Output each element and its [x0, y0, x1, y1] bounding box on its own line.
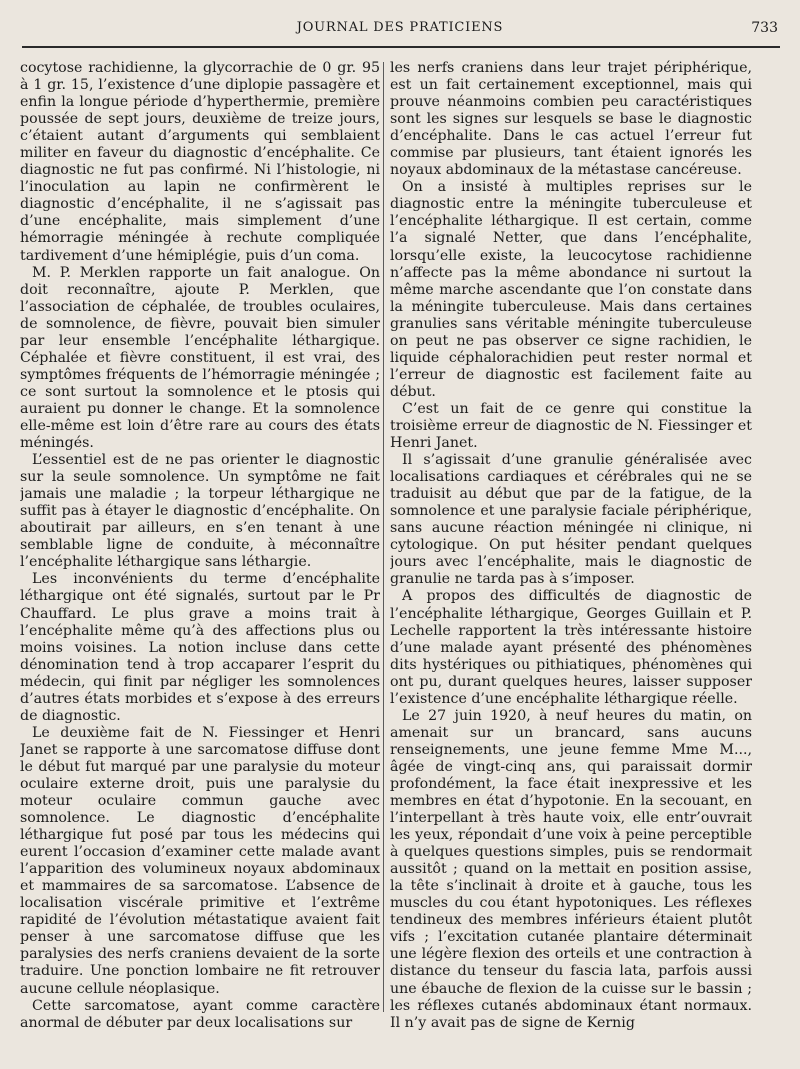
paragraph: A propos des difficultés de diagnostic de l’encéphalite léthargique, Georges Guillain et P. Lechelle rapportent la très intéressante histoire d’une malade ayant présenté des phénomènes dits hystériques ou pithiatiques, phénomènes qui ont pu, durant quelques heures, laisser supposer l’existence d’une encéphalite léthargique réelle.	[390, 588, 752, 707]
paragraph: Il s’agissait d’une granulie généralisée avec localisations cardiaques et cérébrales qui ne se traduisit au début que par de la fatigue, de la somnolence et une paralysie faciale périphérique, sans aucune réaction méningée ni clinique, ni cytologique. On put hésiter pendant quelques jours avec l’encéphalite, mais le diagnostic de granulie ne tarda pas à s’imposer.	[390, 452, 752, 588]
paragraph: On a insisté à multiples reprises sur le diagnostic entre la méningite tuberculeuse et l’encéphalite léthargique. Il est certain, comme l’a signalé Netter, que dans l’encéphalite, lorsqu’elle existe, la leucocytose rachidienne n’affecte pas la même abondance ni surtout la même marche ascendante que l’on constate dans la méningite tuberculeuse. Mais dans certaines granulies sans véritable méningite tuberculeuse on peut ne pas observer ce signe rachidien, le liquide céphalorachidien peut rester normal et l’erreur de diagnostic est facilement faite au début.	[390, 179, 752, 400]
column-divider	[383, 62, 384, 1012]
paragraph: Cette sarcomatose, ayant comme caractère anormal de débuter par deux localisations sur	[20, 997, 380, 1031]
paragraph: cocytose rachidienne, la glycorrachie de 0 gr. 95 à 1 gr. 15, l’existence d’une diplopie passagère et enfin la longue période d’hyperthermie, première poussée de sept jours, deuxième de treize jours, c’étaient autant d’arguments qui semblaient militer en faveur du diagnostic d’encéphalite. Ce diagnostic ne fut pas confirmé. Ni l’histologie, ni l’inoculation au lapin ne confirmèrent le diagnostic d’encéphalite, il ne s’agissait pas d’une encéphalite, mais simplement d’une hémorragie méningée à rechute compliquée tardivement d’une hémiplégie, puis d’un coma.	[20, 60, 380, 264]
page-number: 733	[751, 20, 778, 36]
paragraph: M. P. Merklen rapporte un fait analogue. On doit reconnaître, ajoute P. Merklen, que l’association de céphalée, de troubles oculaires, de somnolence, de fièvre, pouvait bien simuler par leur ensemble l’encéphalite léthargique. Céphalée et fièvre constituent, il est vrai, des symptômes fréquents de l’hémorragie méningée ; ce sont surtout la somnolence et le ptosis qui auraient pu donner le change. Et la somnolence elle-même est loin d’être rare au cours des états méningés.	[20, 264, 380, 452]
paragraph: Les inconvénients du terme d’encéphalite léthargique ont été signalés, surtout par le Pr Chauffard. Le plus grave a moins trait à l’encéphalite même qu’à des affections plus ou moins voisines. La notion incluse dans cette dénomination tend à trop accaparer l’esprit du médecin, qui finit par négliger les somnolences d’autres états morbides et s’expose à des erreurs de diagnostic.	[20, 571, 380, 724]
paragraph: les nerfs craniens dans leur trajet périphérique, est un fait certainement exceptionnel, mais qui prouve néanmoins combien peu caractéristiques sont les signes sur lesquels se base le diagnostic d’encéphalite. Dans le cas actuel l’erreur fut commise par plusieurs, tant étaient ignorés les noyaux abdominaux de la métastase cancéreuse.	[390, 60, 752, 179]
left-column	[20, 60, 380, 1060]
paragraph: C’est un fait de ce genre qui constitue la troisième erreur de diagnostic de N. Fiessinger et Henri Janet.	[390, 400, 752, 452]
paragraph: Le deuxième fait de N. Fiessinger et Henri Janet se rapporte à une sarcomatose diffuse dont le début fut marqué par une paralysie du moteur oculaire externe droit, puis une paralysie du moteur oculaire commun gauche avec somnolence. Le diagnostic d’encéphalite léthargique fut posé par tous les médecins qui eurent l’occasion d’examiner cette malade avant l’apparition des volumineux noyaux abdominaux et mammaires de sa sarcomatose. L’absence de localisation viscérale primitive et l’extrême rapidité de l’évolution métastatique avaient fait penser à une sarcomatose diffuse que les paralysies des nerfs craniens devaient de la sorte traduire. Une ponction lombaire ne fit retrouver aucune cellule néoplasique.	[20, 724, 380, 997]
paragraph: L’essentiel est de ne pas orienter le diagnostic sur la seule somnolence. Un symptôme ne fait jamais une maladie ; la torpeur léthargique ne suffit pas à étayer le diagnostic d’encéphalite. On aboutirait par ailleurs, en s’en tenant à une semblable ligne de conduite, à méconnaître l’encéphalite léthargique sans léthargie.	[20, 452, 380, 571]
running-header	[20, 18, 780, 42]
journal-title: JOURNAL DES PRATICIENS	[296, 20, 504, 35]
header-rule	[22, 46, 780, 48]
right-column	[390, 60, 752, 1060]
paragraph: Le 27 juin 1920, à neuf heures du matin, on amenait sur un brancard, sans aucuns renseignements, une jeune femme Mme M..., âgée de vingt-cinq ans, qui paraissait dormir profondément, la face était inexpressive et les membres en état d’hypotonie. En la secouant, en l’interpellant à très haute voix, elle entr’ouvrait les yeux, répondait d’une voix à peine perceptible à quelques questions simples, puis se rendormait aussitôt ; quand on la mettait en position assise, la tête s’inclinait à droite et à gauche, tous les muscles du cou étant hypotoniques. Les réflexes tendineux des membres inférieurs étaient plutôt vifs ; l’excitation cutanée plantaire déterminait une légère flexion des orteils et une contraction à distance du tenseur du fascia lata, parfois aussi une ébauche de flexion de la cuisse sur le bassin ; les réflexes cutanés abdominaux étant normaux. Il n’y avait pas de signe de Kernig	[390, 707, 752, 1031]
